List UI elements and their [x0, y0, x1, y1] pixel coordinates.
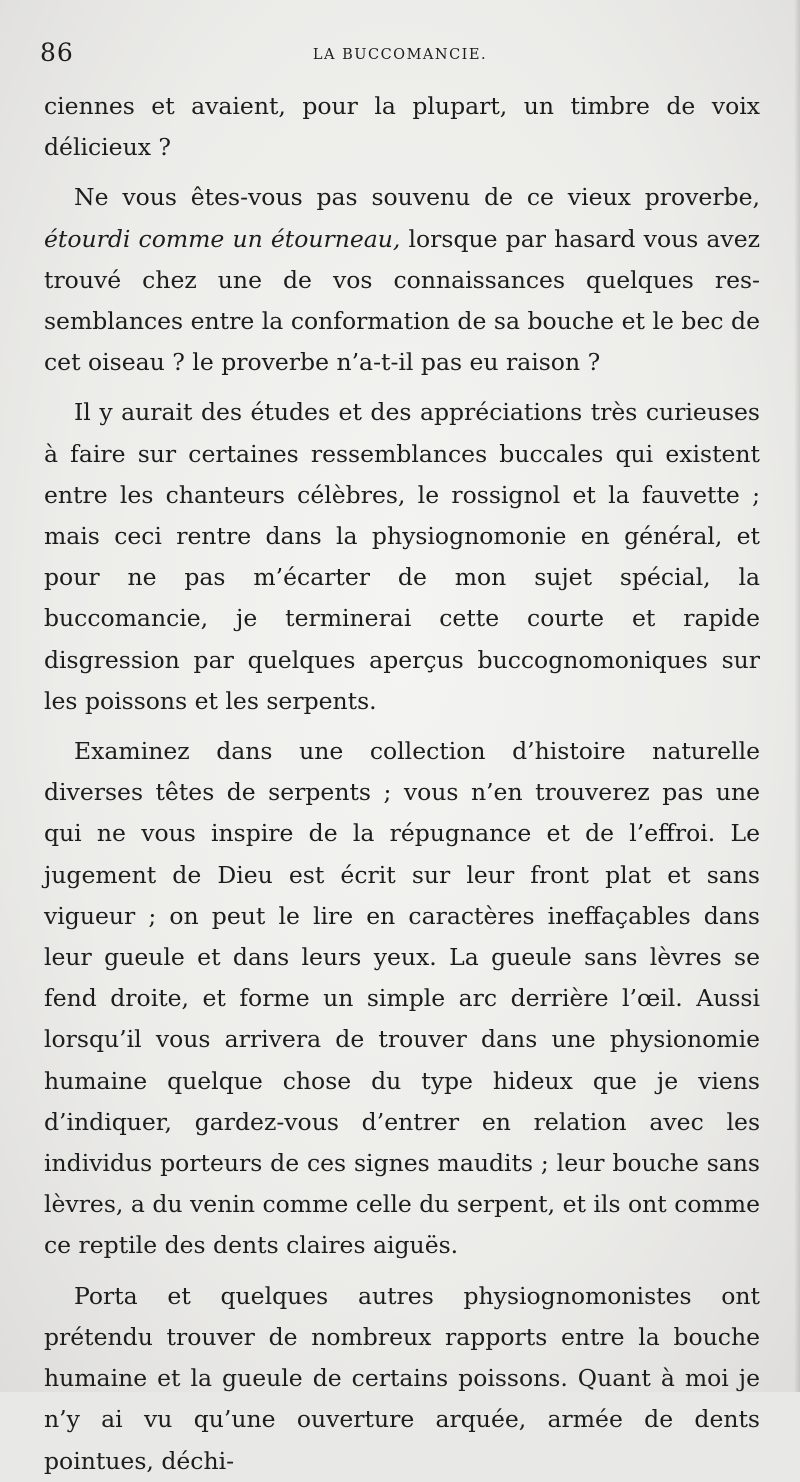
- running-title: LA BUCCOMANCIE.: [312, 47, 488, 63]
- running-head: [40, 38, 760, 78]
- page-edge-shadow: [794, 0, 800, 1392]
- paragraph-1-text: ciennes et avaient, pour la plupart, un timbre de voix délicieux ?: [44, 92, 760, 162]
- page-number: 86: [40, 38, 74, 67]
- paragraph-4: [44, 731, 760, 1267]
- paragraph-3-text: Il y aurait des études et des appréciations très curieuses à faire sur certaines ressemblances buccales qui existent entre les chanteurs célèbres, le rossignol et la fauvette ; mais ceci rentre dans la physiognomonie en général, et pour ne pas m’écarter de mon sujet spécial, la buccomancie, je terminerai cette courte et rapide disgression par quelques aperçus buccognomoniques sur les poissons et les serpents.: [44, 398, 760, 715]
- body-text: [44, 86, 760, 1482]
- paragraph-2: [44, 177, 760, 383]
- paragraph-3: [44, 392, 760, 722]
- paragraph-2-text-b: lorsque par hasard vous avez trouvé chez une de vos connaissances quelques res-semblances entre la conformation de sa bouche et le bec de cet oiseau ? le proverbe n’a-t-il pas eu raison ?: [44, 224, 760, 377]
- paragraph-2-text-a: Ne vous êtes-vous pas souvenu de ce vieux proverbe,: [74, 183, 760, 212]
- paragraph-4-text: Examinez dans une collection d’histoire naturelle diverses têtes de serpents ; vous n’en trouverez pas une qui ne vous inspire de la répugnance et de l’effroi. Le jugement de Dieu est écrit sur leur front plat et sans vigueur ; on peut le lire en caractères ineffaçables dans leur gueule et dans leurs yeux. La gueule sans lèvres se fend droite, et forme un simple arc derrière l’œil. Aussi lorsqu’il vous arrivera de trouver dans une physionomie humaine quelque chose du type hideux que je viens d’indiquer, gardez-vous d’entrer en relation avec les individus porteurs de ces signes maudits ; leur bouche sans lèvres, a du venin comme celle du serpent, et ils ont comme ce reptile des dents claires aiguës.: [44, 737, 760, 1260]
- paragraph-1: [44, 86, 760, 168]
- proverb-quote: étourdi comme un étourneau,: [44, 224, 401, 253]
- paragraph-5: [44, 1276, 760, 1482]
- paragraph-5-text: Porta et quelques autres physiognomonistes ont prétendu trouver de nombreux rapports entre la bouche humaine et la gueule de certains poissons. Quant à moi je n’y ai vu qu’une ouverture arquée, armée de dents pointues, déchi-: [44, 1281, 760, 1475]
